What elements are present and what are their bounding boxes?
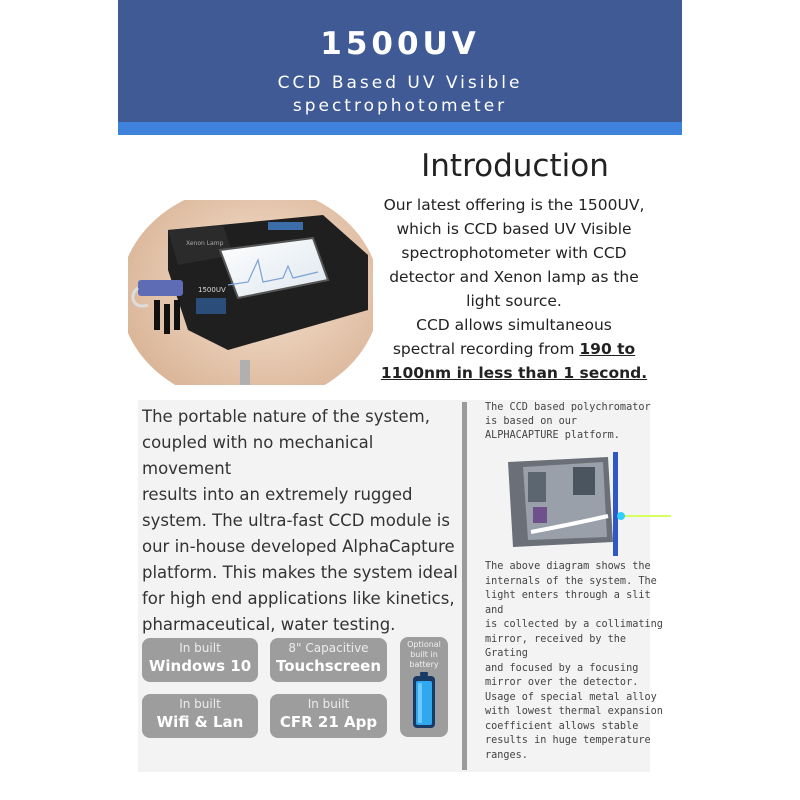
intro-line: detector and Xenon lamp as the [389,268,639,286]
intro-heading: Introduction [421,148,609,184]
product-subtitle-line1: CCD Based UV Visible [277,73,523,93]
product-photo [128,200,373,385]
text-line: ALPHACAPTURE platform. [485,430,620,441]
text-line: is collected by a collimating [485,619,663,630]
product-title: 1500UV [320,26,480,62]
battery-caption: battery [409,660,439,669]
battery-caption: built in [410,650,438,659]
intro-text [380,193,648,385]
cuvette-holder [138,280,183,296]
header-banner [118,0,682,122]
device-model-label: 1500UV [198,286,226,294]
cuvette-3 [174,300,180,330]
polychromator-diagram [503,452,673,556]
feature-caption: In built [179,641,221,655]
intro-line: CCD allows simultaneous [416,316,612,334]
text-line: coupled with no mechanical movement [142,433,374,478]
polychromator-text [485,401,665,443]
feature-wifi-lan [142,694,258,738]
text-line: The above diagram shows the [485,561,651,572]
battery-caption: Optional [407,640,441,649]
text-line: light enters through a slit and [485,590,651,616]
feature-label: Touchscreen [275,657,382,675]
feature-label: Wifi & Lan [156,713,244,731]
feature-caption: In built [307,697,350,711]
cuvette-1 [154,300,160,330]
feature-caption: 8" Capacitive [288,641,369,655]
accent-stripe [118,122,682,135]
product-subtitle-line2: spectrophotometer [292,96,508,116]
text-line: for high end applications like kinetics, [142,589,455,608]
text-line: our in-house developed AlphaCapture [142,537,455,556]
text-line: system. The ultra-fast CCD module is [142,511,450,530]
text-line: The portable nature of the system, [142,407,431,426]
battery-icon [411,672,437,730]
intro-line: spectrophotometer with CCD [401,244,627,262]
text-line: mirror, received by the Grating [485,633,627,659]
feature-caption: In built [179,697,221,711]
feature-label: Windows 10 [148,657,252,675]
text-line: results into an extremely rugged [142,485,413,504]
device-panel [196,298,226,314]
fiber-input [617,512,625,520]
text-line: pharmaceutical, water testing. [142,615,396,634]
device-strip [268,222,303,230]
battery-feature [400,637,448,737]
intro-range-emphasis: 1100nm in less than 1 second. [380,364,648,382]
lamp-label: Xenon Lamp [186,240,224,247]
intro-range-emphasis: 190 to [579,340,636,358]
text-line: ranges. [485,749,528,761]
text-line: is based on our [485,416,578,427]
intro-line [380,337,648,361]
grating [573,467,595,495]
collimating-mirror [528,472,546,502]
text-line: mirror over the detector. [485,677,639,688]
intro-line: light source. [466,292,562,310]
intro-line: which is CCD based UV Visible [396,220,632,238]
text-line: Usage of special metal alloy [485,691,657,703]
column-divider [462,402,467,770]
detector-block [533,507,547,523]
portable-description [142,404,462,638]
text-line: The CCD based polychromator [485,402,651,413]
text-line: and focused by a focusing [485,662,639,674]
text-line: coefficient allows stable [485,720,639,732]
brochure-page [118,0,682,800]
feature-windows-10 [142,638,258,682]
stand-leg [240,360,250,385]
text-line: platform. This makes the system ideal [142,563,458,582]
diagram-description [485,560,665,763]
feature-label: CFR 21 App [279,713,378,731]
text-line: results in huge temperature [485,735,651,746]
text-line: internals of the system. The [485,575,657,587]
feature-cfr21-app [270,694,387,738]
cuvette-2 [164,304,170,334]
text-line: with lowest thermal expansion [485,706,663,717]
intro-line-prefix: spectral recording from [392,340,580,358]
slit-plate [613,452,618,556]
feature-touchscreen [270,638,387,682]
intro-line: Our latest offering is the 1500UV, [383,196,645,214]
